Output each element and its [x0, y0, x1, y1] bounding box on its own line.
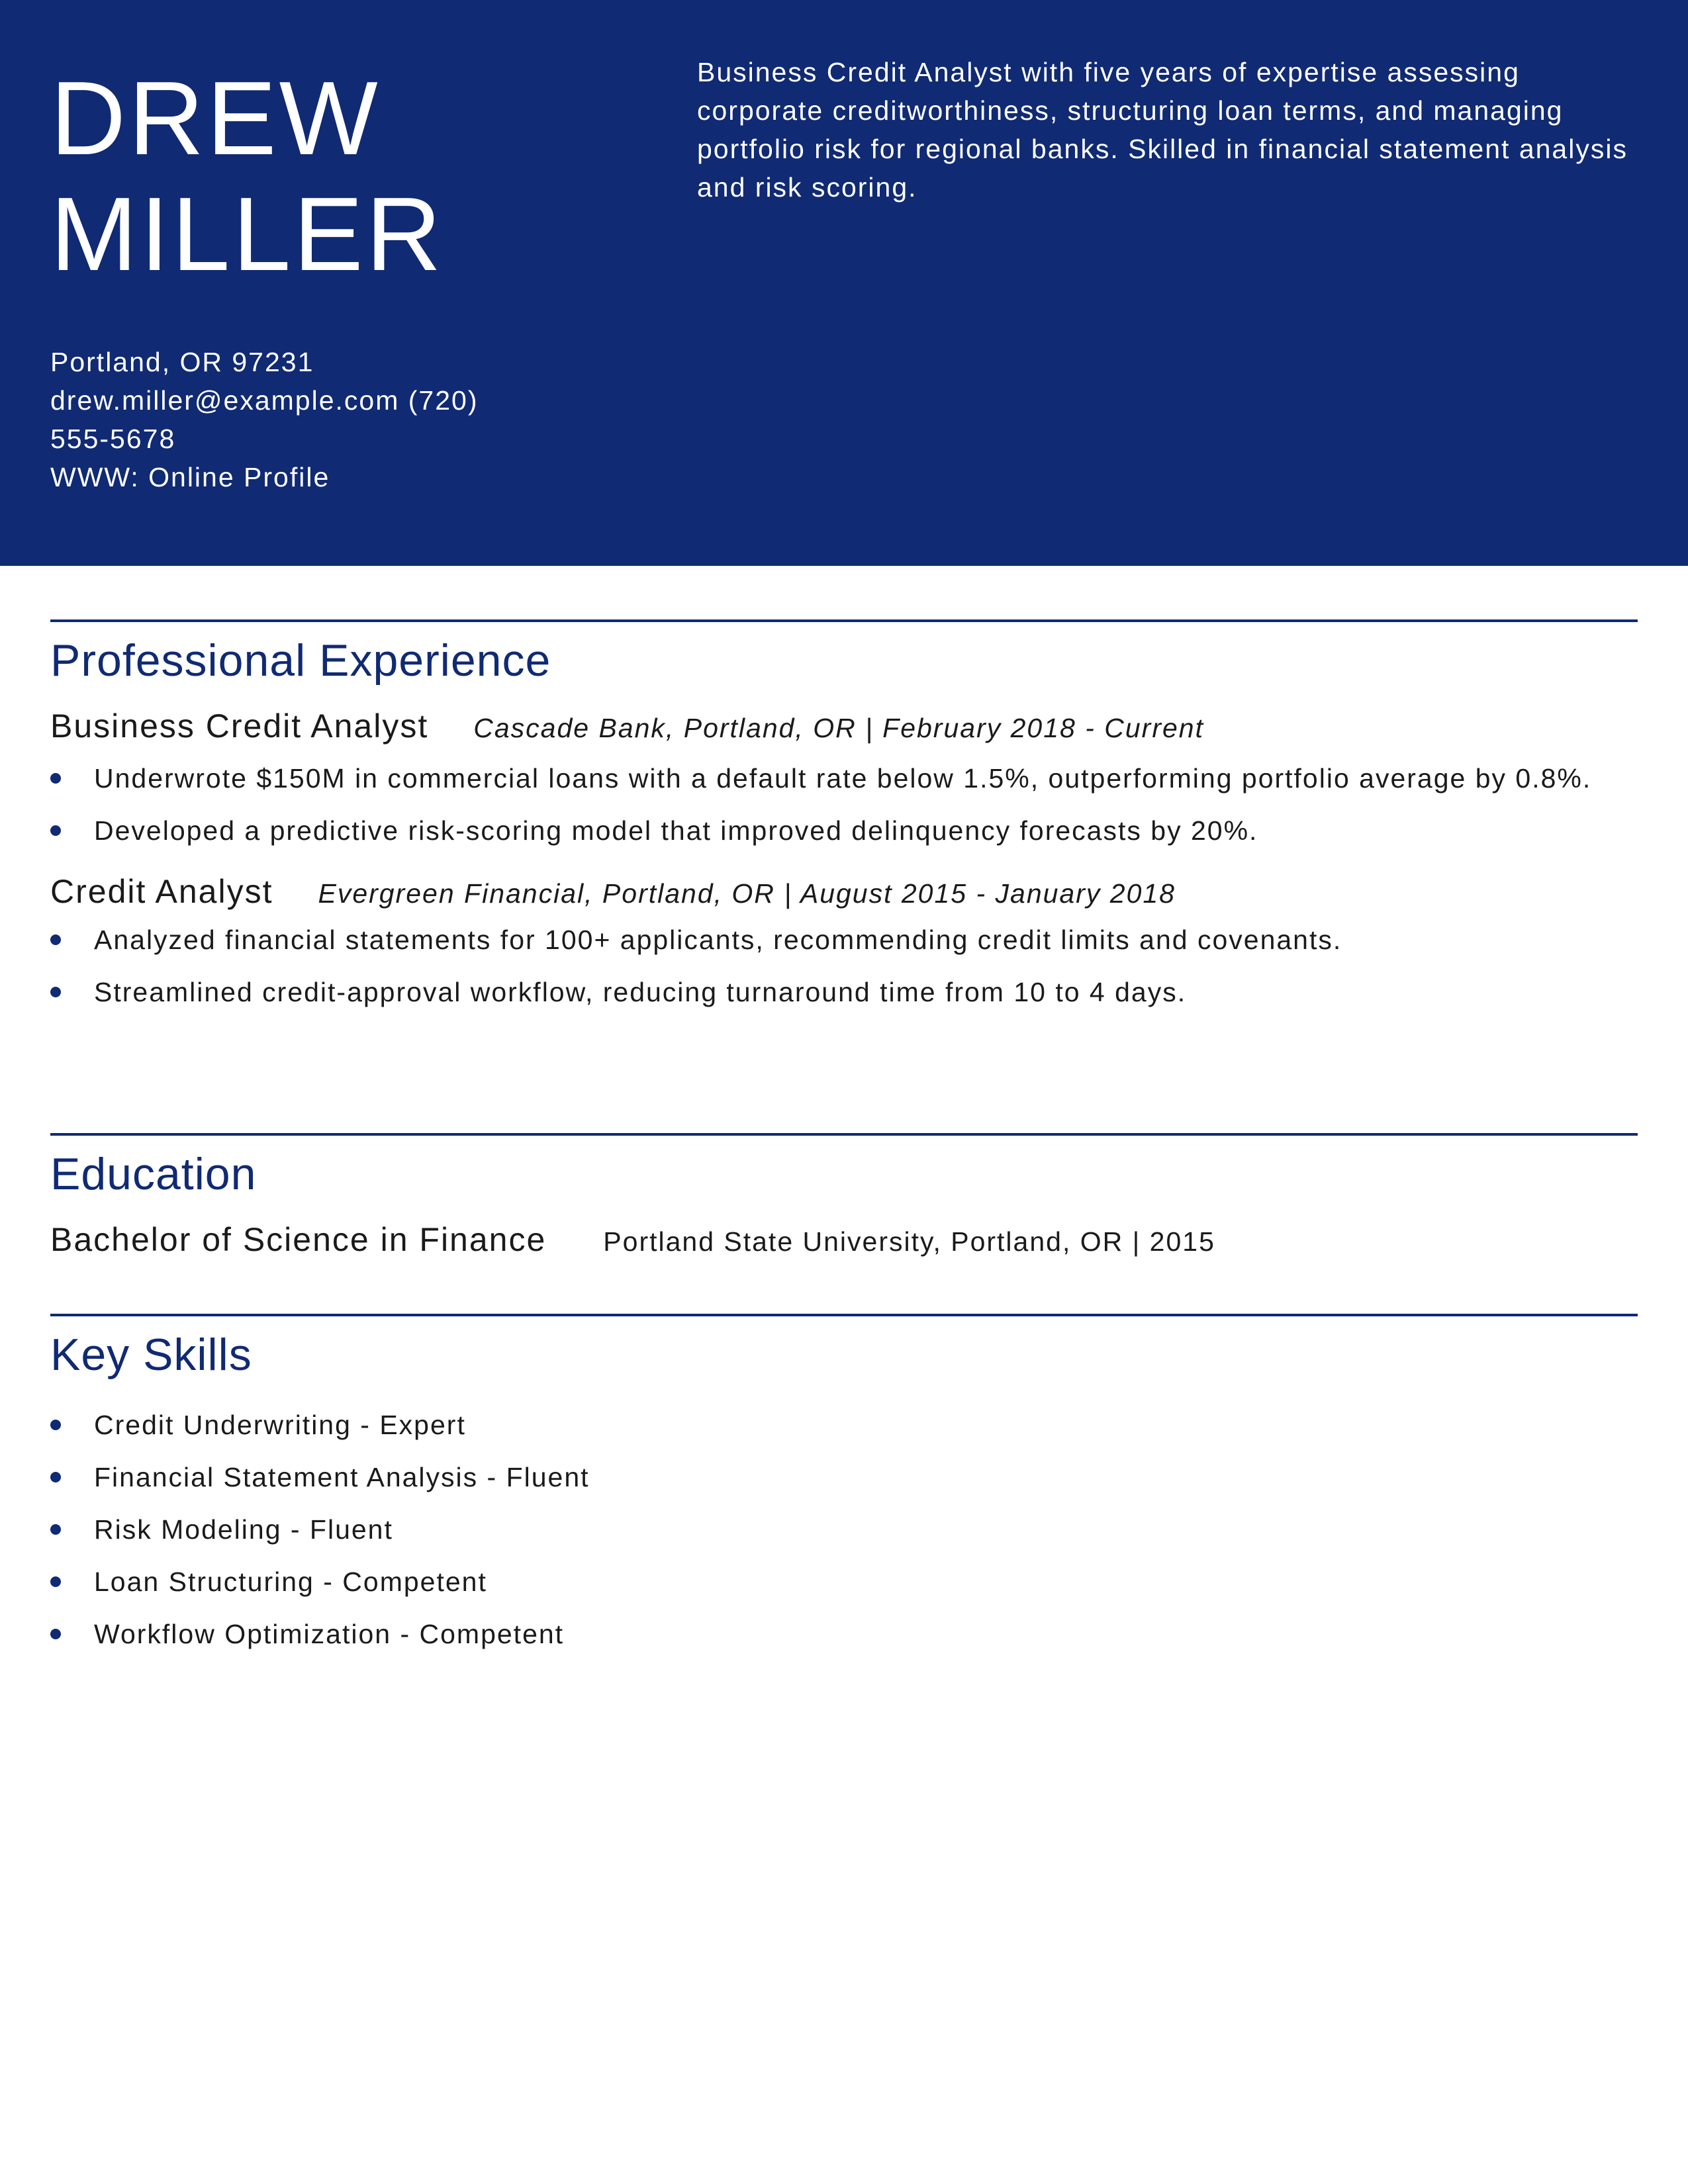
- list-item: [50, 921, 1638, 959]
- job-bullets: [50, 760, 1638, 850]
- last-name: MILLER: [50, 176, 444, 293]
- list-item: [50, 760, 1643, 797]
- job-company: Evergreen Financial: [318, 878, 585, 909]
- list-item: [50, 812, 1638, 850]
- first-name: DREW: [50, 60, 381, 177]
- bullet-text: Streamlined credit-approval workflow, reducing turnaround time from 10 to 4 days.: [94, 977, 1187, 1007]
- skill-text: Loan Structuring - Competent: [94, 1567, 487, 1597]
- bullet-icon: [50, 934, 61, 945]
- job-header: [50, 707, 1638, 745]
- list-item: [50, 1615, 1638, 1653]
- degree: Bachelor of Science in Finance: [50, 1221, 547, 1258]
- job-meta: Cascade Bank, Portland, OR | February 2018 - Current: [473, 713, 1204, 743]
- section-title: Key Skills: [50, 1330, 252, 1380]
- bullet-text: Underwrote $150M in commercial loans with a default rate below 1.5%, outperforming portfolio average by 0.8%.: [94, 763, 1592, 794]
- skill-text: Credit Underwriting - Expert: [94, 1410, 466, 1440]
- job-entry: [50, 707, 1638, 850]
- skills-list: [50, 1406, 1638, 1653]
- bullet-icon: [50, 987, 61, 997]
- contact-email[interactable]: drew.miller@example.com (720): [50, 385, 479, 416]
- school-line: Portland State University, Portland, OR | 2015: [603, 1226, 1215, 1257]
- section-title: Professional Experience: [50, 635, 551, 686]
- job-company: Cascade Bank: [473, 713, 666, 743]
- list-item: [50, 1459, 1638, 1496]
- contact-location: Portland, OR 97231: [50, 347, 314, 377]
- job-header: [50, 872, 1638, 911]
- job-title: Business Credit Analyst: [50, 707, 429, 745]
- skill-text: Financial Statement Analysis - Fluent: [94, 1462, 590, 1492]
- list-item: [50, 1511, 1638, 1549]
- skill-text: Workflow Optimization - Competent: [94, 1619, 565, 1649]
- contact-info: [50, 343, 567, 496]
- list-item: [50, 1406, 1638, 1444]
- bullet-icon: [50, 1629, 61, 1639]
- bullet-text: Developed a predictive risk-scoring model that improved delinquency forecasts by 20%.: [94, 815, 1258, 846]
- section-divider: [50, 619, 1638, 622]
- bullet-icon: [50, 1472, 61, 1482]
- bullet-icon: [50, 1420, 61, 1430]
- job-location: Portland, OR: [683, 713, 857, 743]
- list-item: [50, 1563, 1638, 1601]
- bullet-icon: [50, 825, 61, 836]
- job-meta: Evergreen Financial, Portland, OR | August 2015 - January 2018: [318, 878, 1176, 909]
- section-title: Education: [50, 1149, 257, 1199]
- contact-phone: 555-5678: [50, 424, 176, 454]
- candidate-name: [50, 61, 444, 293]
- skill-text: Risk Modeling - Fluent: [94, 1514, 393, 1545]
- experience-section: [50, 619, 1638, 1011]
- education-entry: [50, 1220, 1638, 1259]
- bullet-icon: [50, 773, 61, 784]
- professional-summary: Business Credit Analyst with five years of expertise assessing corporate creditworthiness, structuring loan terms, and managing portfolio risk for regional banks. Skilled in financial statement analysis and risk scoring.: [697, 57, 1628, 203]
- section-divider: [50, 1133, 1638, 1136]
- job-dates: February 2018 - Current: [882, 713, 1204, 743]
- job-title: Credit Analyst: [50, 873, 273, 910]
- bullet-text: Analyzed financial statements for 100+ applicants, recommending credit limits and covenants.: [94, 925, 1342, 955]
- list-item: [50, 974, 1638, 1011]
- bullet-icon: [50, 1524, 61, 1535]
- contact-website-link[interactable]: WWW: Online Profile: [50, 462, 330, 492]
- job-bullets: [50, 921, 1638, 1011]
- resume-header: [0, 0, 1688, 566]
- section-divider: [50, 1314, 1638, 1316]
- skills-section: [50, 1314, 1638, 1653]
- job-entry: [50, 872, 1638, 1011]
- education-section: [50, 1133, 1638, 1259]
- bullet-icon: [50, 1576, 61, 1587]
- job-dates: August 2015 - January 2018: [800, 878, 1176, 909]
- job-location: Portland, OR: [602, 878, 775, 909]
